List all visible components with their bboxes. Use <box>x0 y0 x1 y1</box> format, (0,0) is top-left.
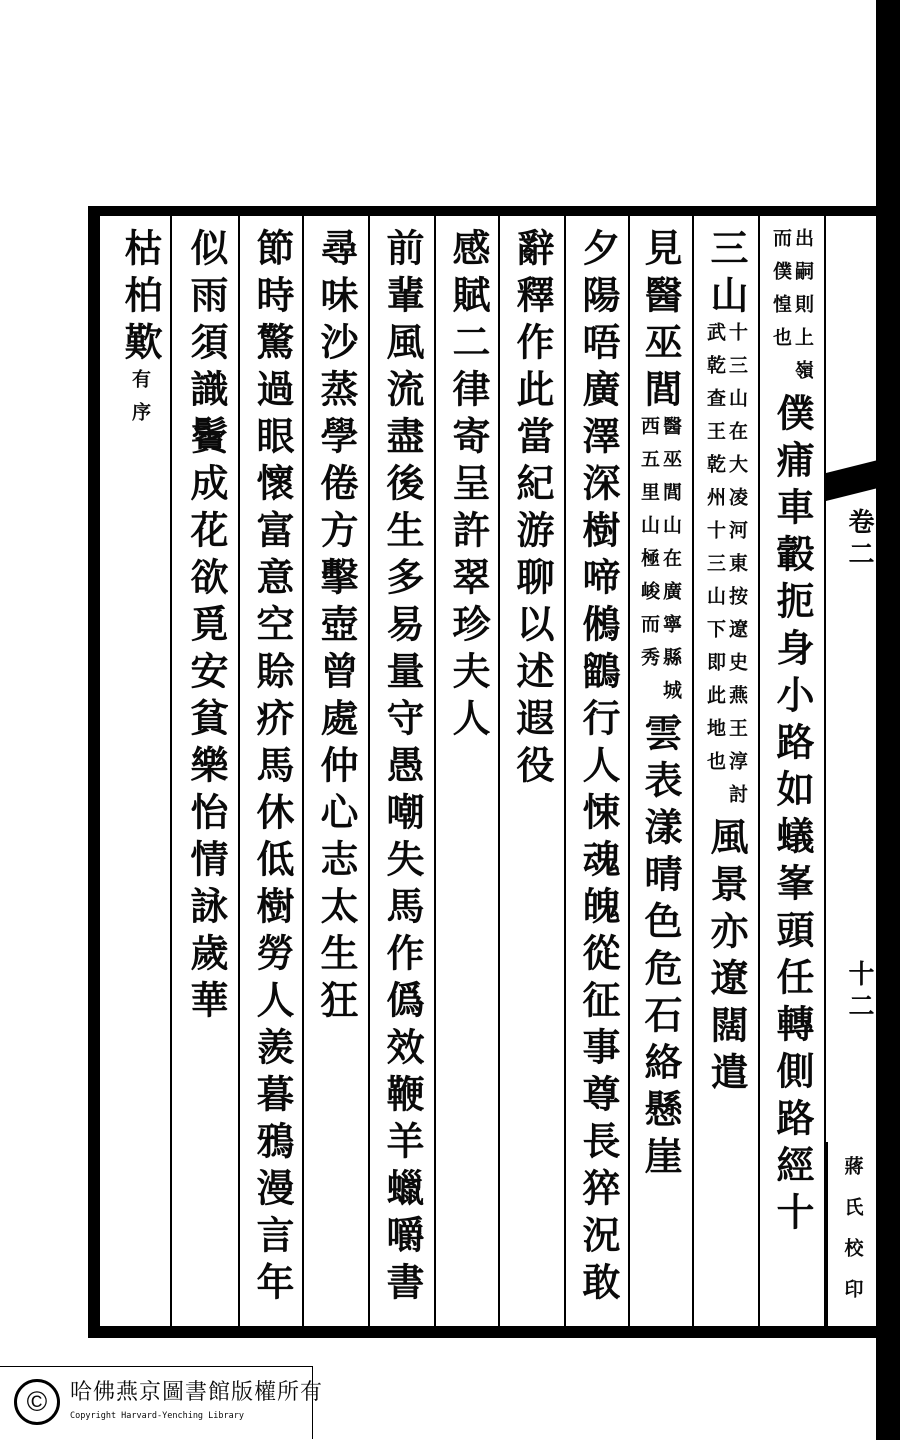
text-column-2 <box>694 228 758 1099</box>
text-column-7 <box>370 228 434 1309</box>
annotation-pair <box>694 322 758 817</box>
annotation-line: 出嗣則上嶺 <box>792 228 814 393</box>
publisher-label: 蔣氏校印 <box>841 1156 864 1320</box>
poem-line: 見醫巫閭 <box>638 228 683 416</box>
poem-line: 雲表漾晴色危石絡懸崖 <box>638 713 683 1183</box>
text-column-8 <box>304 228 368 1027</box>
copyright-icon: © <box>14 1379 60 1425</box>
text-column-6 <box>436 228 500 745</box>
fold-volume-label: 卷二 <box>844 508 874 572</box>
poem-line: 僕痡車轂扼身小路如蟻峯頭任轉側路經十 <box>770 393 815 1239</box>
copyright-text-zh: 哈佛燕京圖書館版權所有 <box>70 1380 324 1405</box>
frame-border-bottom <box>88 1326 883 1338</box>
annotation-line: 而僕惶也 <box>770 228 792 360</box>
annotation-pair <box>628 416 692 713</box>
poem-title: 感賦二律寄呈許翠珍夫人 <box>446 228 491 745</box>
poem-line: 風景亦遼闊遣 <box>704 817 749 1099</box>
text-column-9 <box>240 228 304 1309</box>
text-column-4 <box>566 228 630 1309</box>
publisher-box <box>826 1142 878 1330</box>
frame-border-left <box>88 206 100 1338</box>
annotation-line: 十三山在大凌河東按遼史燕王淳討 <box>726 322 748 817</box>
annotation-line: 武乾查王乾州十三山下即此地也 <box>704 322 726 784</box>
text-column-1 <box>760 228 824 1239</box>
annotation-pair <box>760 228 824 393</box>
poem-line: 辭釋作此當紀游聊以述遐役 <box>510 228 555 792</box>
poem-line: 前輩風流盡後生多易量守愚嘲失馬作僞效鞭羊蠟嚼書 <box>380 228 425 1309</box>
annotation-line: 醫巫閭山在廣寧縣城 <box>660 416 682 713</box>
poem-line: 節時驚過眼懷富意空賒疥馬休低樹勞人羨暮鴉漫言年 <box>250 228 295 1309</box>
text-column-3 <box>628 228 692 1183</box>
poem-title: 枯柏歎 <box>118 228 163 369</box>
poem-line: 夕陽唔廣澤深樹啼鵂鶹行人悚魂魄從征事尊長猝況敢 <box>576 228 621 1309</box>
fold-page-number: 十二 <box>844 960 874 1024</box>
poem-line: 似雨須識鬢成花欲覓安貧樂怡情詠歲華 <box>184 228 229 1027</box>
text-column-5 <box>500 228 564 792</box>
text-column-11 <box>108 228 172 435</box>
copyright-stamp <box>0 1366 324 1439</box>
frame-border-top <box>88 206 883 216</box>
copyright-text-en: Copyright Harvard-Yenching Library <box>70 1411 244 1421</box>
poem-line: 尋味沙蒸學倦方擊壺曾處仲心志太生狂 <box>314 228 359 1027</box>
annotation-line: 有序 <box>129 369 151 435</box>
text-column-10 <box>174 228 238 1027</box>
annotation-pair <box>108 369 172 435</box>
fold-mark <box>826 459 882 501</box>
poem-line: 三山 <box>704 228 749 322</box>
page-edge-gap <box>858 520 876 1120</box>
annotation-line: 西五里山極峻而秀 <box>638 416 660 680</box>
page-right-edge <box>876 0 900 1440</box>
